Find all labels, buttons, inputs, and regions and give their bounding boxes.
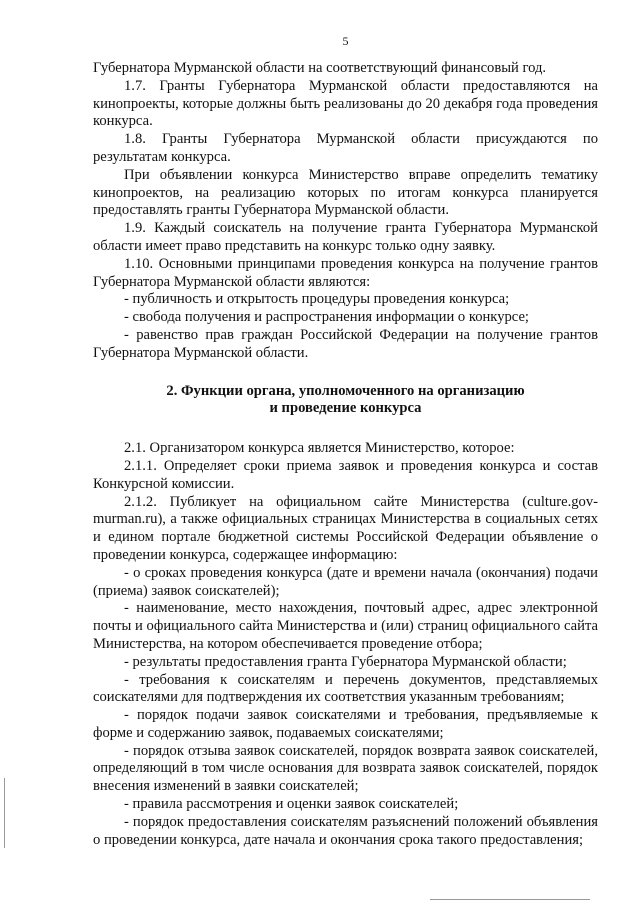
paragraph: 1.9. Каждый соискатель на получение гранта Губернатора Мурманской области имеет право представить на конкурс только одну заявку.: [93, 220, 598, 254]
section-heading: [93, 383, 598, 419]
paragraph: При объявлении конкурса Министерство вправе определить тематику кинопроектов, на реализацию которых по итогам конкурса планируется предоставлять гранты Губернатора Мурманской области.: [93, 166, 598, 219]
scan-edge-mark: [4, 778, 5, 848]
section-heading-line: 2. Функции органа, уполномоченного на организацию: [166, 382, 525, 399]
paragraph: 2.1.1. Определяет сроки приема заявок и проведения конкурса и состав Конкурсной комиссии.: [93, 457, 598, 492]
list-item: - результаты предоставления гранта Губернатора Мурманской области;: [124, 653, 567, 670]
document-page: [93, 34, 598, 849]
list-item: - о сроках проведения конкурса (дате и времени начала (окончания) подачи (приема) заявок соискателей);: [93, 564, 598, 599]
section-1-body: [93, 60, 598, 363]
section-2-body: [93, 440, 598, 849]
list-item: - свобода получения и распространения информации о конкурсе;: [124, 309, 529, 326]
list-item: - публичность и открытость процедуры проведения конкурса;: [124, 291, 510, 308]
paragraph: 2.1.2. Публикует на официальном сайте Министерства (culture.gov-murman.ru), а также официальных страницах Министерства в социальных сетях и едином портале бюджетной системы Российской Федерации объявление о проведении конкурса, содержащее информацию:: [93, 493, 598, 563]
list-item: - наименование, место нахождения, почтовый адрес, адрес электронной почты и официального сайта Министерства и (или) страниц официального сайта Министерства, на котором обеспечивается проведение отбора;: [93, 600, 598, 652]
list-item: - порядок предоставления соискателям разъяснений положений объявления о проведении конкурса, дате начала и окончания срока такого предоставления;: [93, 813, 598, 848]
paragraph: 2.1. Организатором конкурса является Министерство, которое:: [124, 440, 515, 457]
paragraph: 1.7. Гранты Губернатора Мурманской области предоставляются на кинопроекты, которые должны быть реализованы до 20 декабря года проведения конкурса.: [93, 77, 598, 130]
scan-edge-mark: [430, 899, 590, 900]
page-number: 5: [342, 34, 349, 48]
paragraph: Губернатора Мурманской области на соответствующий финансовый год.: [93, 60, 547, 76]
list-item: - равенство прав граждан Российской Федерации на получение грантов Губернатора Мурманской области.: [93, 326, 598, 361]
list-item: - требования к соискателям и перечень документов, представляемых соискателями для подтверждения их соответствия указанным требованиям;: [93, 671, 598, 706]
list-item: - порядок отзыва заявок соискателей, порядок возврата заявок соискателей, определяющий в том числе основания для возврата заявок соискателей, порядок внесения изменений в заявки соискателей;: [93, 742, 598, 795]
section-heading-line: и проведение конкурса: [269, 400, 422, 417]
list-item: - правила рассмотрения и оценки заявок соискателей;: [124, 796, 459, 813]
paragraph: 1.8. Гранты Губернатора Мурманской области присуждаются по результатам конкурса.: [93, 131, 598, 165]
list-item: - порядок подачи заявок соискателями и требования, предъявляемые к форме и содержанию заявок, подаваемых соискателями;: [93, 707, 598, 741]
paragraph: 1.10. Основными принципами проведения конкурса на получение грантов Губернатора Мурманской области являются:: [93, 255, 598, 290]
